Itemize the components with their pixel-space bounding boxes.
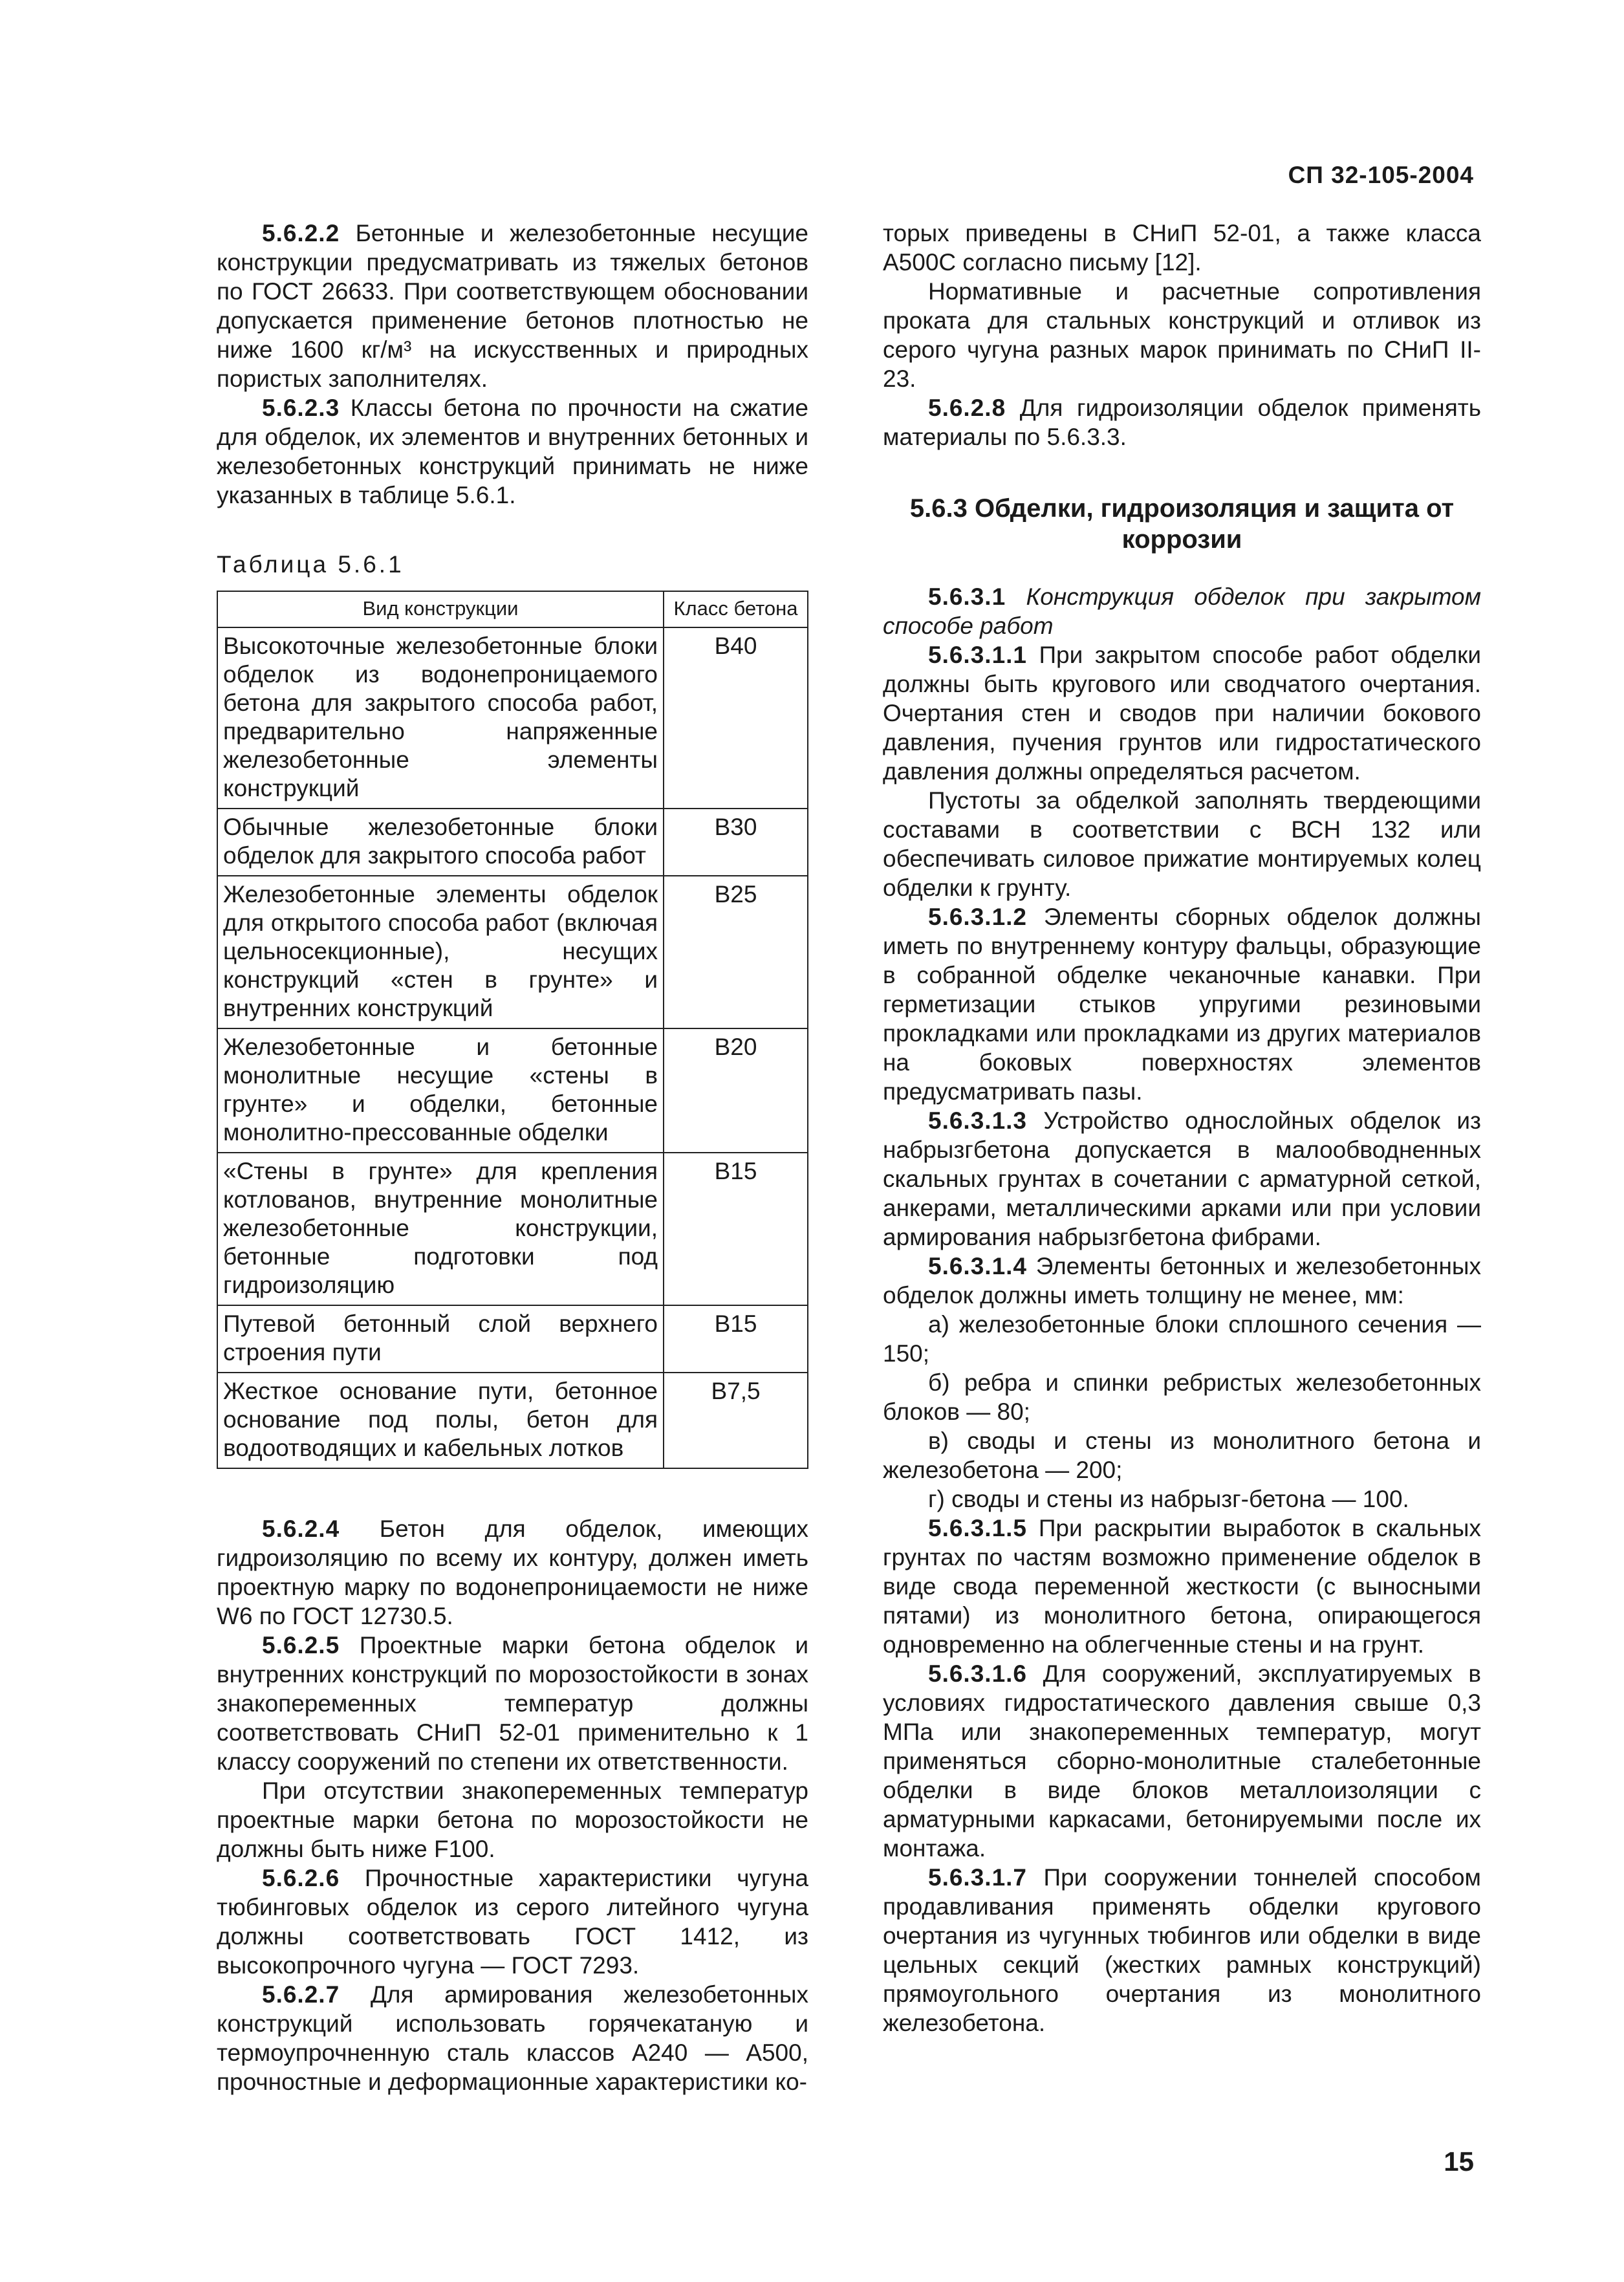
table-header-row (217, 591, 808, 627)
table-header-construction: Вид конструкции (217, 591, 664, 627)
paragraph-5-6-3-1-1: 5.6.3.1.1 При закрытом способе работ обделки должны быть кругового или сводчатого очертания. Очертания стен и сводов при наличии бокового давления, пучения грунтов или гидростатического давления должны определяться расчетом. (883, 642, 1481, 785)
paragraph-5-6-2-3: 5.6.2.3 Классы бетона по прочности на сжатие для обделок, их элементов и внутренних бетонных и железобетонных конструкций принимать не ниже указанных в таблице 5.6.1. (217, 395, 808, 508)
paragraph-5-6-2-7: 5.6.2.7 Для армирования железобетонных конструкций использовать горячекатаную и термоупрочненную сталь классов А240 — А500, прочностные и деформационные характеристики ко- (217, 1981, 808, 2095)
table-row (217, 1028, 808, 1153)
paragraph-5-6-2-8: 5.6.2.8 Для гидроизоляции обделок применять материалы по 5.6.3.3. (883, 395, 1481, 450)
paragraph-5-6-3-1-7: 5.6.3.1.7 При сооружении тоннелей способом продавливания применять обделки кругового очертания из чугунных тюбингов или обделки в виде цельных секций (жестких рамных конструкций) прямоугольного очертания из монолитного железобетона. (883, 1864, 1481, 2036)
table-caption: Таблица 5.6.1 (217, 551, 404, 578)
table-row (217, 809, 808, 876)
table-cell-construction: Железобетонные и бетонные монолитные несущие «стены в грунте» и обделки, бетонные монолитно-прессованные обделки (217, 1028, 664, 1153)
paragraph-5-6-2-2: 5.6.2.2 Бетонные и железобетонные несущие конструкции предусматривать из тяжелых бетонов по ГОСТ 26633. При соответствующем обосновании допускается применение бетонов плотностью не ниже 1600 кг/м³ на искусственных и природных пористых заполнителях. (217, 220, 808, 392)
spacer (217, 1469, 808, 1514)
table-row (217, 876, 808, 1028)
paragraph-continuation: торых приведены в СНиП 52-01, а также класса А500С согласно письму [12]. (883, 220, 1481, 276)
left-column (217, 219, 808, 2096)
table-cell-class: В25 (664, 876, 808, 1028)
document-code-header: СП 32-105-2004 (1288, 162, 1474, 188)
table-row (217, 1373, 808, 1468)
paragraph-5-6-3-1-4: 5.6.3.1.4 Элементы бетонных и железобетонных обделок должны иметь толщину не менее, мм: (883, 1253, 1481, 1309)
table-header-class: Класс бетона (664, 591, 808, 627)
paragraph-frost-resistance: При отсутствии знакопеременных температур проектные марки бетона по морозостойкости не должны быть ниже F100. (217, 1777, 808, 1862)
table-cell-construction: Высокоточные железобетонные блоки обделок из водонепроницаемого бетона для закрытого способа работ, предварительно напряженные железобетонные элементы конструкций (217, 627, 664, 809)
table-row (217, 1153, 808, 1305)
paragraph-voids: Пустоты за обделкой заполнять твердеющими составами в соответствии с ВСН 132 или обеспечивать силовое прижатие монтируемых колец обделки к грунту. (883, 787, 1481, 901)
paragraph-5-6-3-1-3: 5.6.3.1.3 Устройство однослойных обделок из набрызгбетона допускается в малообводненных скальных грунтах в сочетании с арматурной сеткой, анкерами, металлическими арками или при условии армирования набрызгбетона фибрами. (883, 1107, 1481, 1250)
list-item-d: г) своды и стены из набрызг-бетона — 100. (928, 1486, 1409, 1512)
paragraph-5-6-2-4: 5.6.2.4 Бетон для обделок, имеющих гидроизоляцию по всему их контуру, должен иметь проектную марку по водонепроницаемости не ниже W6 по ГОСТ 12730.5. (217, 1516, 808, 1629)
paragraph-5-6-2-5: 5.6.2.5 Проектные марки бетона обделок и внутренних конструкций по морозостойкости в зонах знакопеременных температур должны соответствовать СНиП 52-01 применительно к 1 классу сооружений по степени их ответственности. (217, 1632, 808, 1775)
table-cell-construction: «Стены в грунте» для крепления котлованов, внутренние монолитные железобетонные конструкции, бетонные подготовки под гидроизоляцию (217, 1153, 664, 1305)
section-title: 5.6.3 Обделки, гидроизоляция и защита от коррозии (909, 494, 1455, 554)
table-cell-class: В40 (664, 627, 808, 809)
table-cell-construction: Обычные железобетонные блоки обделок для закрытого способа работ (217, 809, 664, 876)
table-row (217, 627, 808, 809)
table-cell-class: В7,5 (664, 1373, 808, 1468)
paragraph-5-6-2-6: 5.6.2.6 Прочностные характеристики чугуна тюбинговых обделок из серого литейного чугуна должны соответствовать ГОСТ 1412, из высокопрочного чугуна — ГОСТ 7293. (217, 1865, 808, 1979)
table-cell-construction: Жесткое основание пути, бетонное основание под полы, бетон для водоотводящих и кабельных лотков (217, 1373, 664, 1468)
list-item-b: б) ребра и спинки ребристых железобетонных блоков — 80; (883, 1369, 1481, 1425)
table-row (217, 1305, 808, 1373)
table-cell-construction: Путевой бетонный слой верхнего строения пути (217, 1305, 664, 1373)
table-cell-class: В15 (664, 1305, 808, 1373)
paragraph-5-6-3-1-5: 5.6.3.1.5 При раскрытии выработок в скальных грунтах по частям возможно применение обделок в виде свода переменной жесткости (с выносными пятами) из монолитного бетона, опирающегося одновременно на облегченные стены и на грунт. (883, 1515, 1481, 1658)
paragraph-5-6-3-1-2: 5.6.3.1.2 Элементы сборных обделок должны иметь по внутреннему контуру фальцы, образующие в собранной обделке чеканочные канавки. При герметизации стыков упругими резиновыми прокладками или прокладками из других материалов на боковых поверхностях элементов предусматривать пазы. (883, 904, 1481, 1105)
table-cell-class: В20 (664, 1028, 808, 1153)
paragraph-5-6-3-1: 5.6.3.1 Конструкция обделок при закрытом способе работ (883, 583, 1481, 639)
table-cell-construction: Железобетонные элементы обделок для открытого способа работ (включая цельносекционные), несущих конструкций «стен в грунте» и внутренних конструкций (217, 876, 664, 1028)
paragraph-resistance: Нормативные и расчетные сопротивления проката для стальных конструкций и отливок из серого чугуна разных марок принимать по СНиП II-23. (883, 278, 1481, 392)
list-item-c: в) своды и стены из монолитного бетона и железобетона — 200; (883, 1428, 1481, 1483)
paragraph-5-6-3-1-6: 5.6.3.1.6 Для сооружений, эксплуатируемых в условиях гидростатического давления свыше 0,3 МПа или знакопеременных температур, могут применяться сборно-монолитные сталебетонные обделки в виде блоков металлоизоляции с арматурными каркасами, бетонируемыми после их монтажа. (883, 1660, 1481, 1862)
concrete-class-table (217, 591, 808, 1469)
table-cell-class: В15 (664, 1153, 808, 1305)
page-number: 15 (1444, 2146, 1474, 2177)
table-cell-class: В30 (664, 809, 808, 876)
list-item-a: а) железобетонные блоки сплошного сечения — 150; (883, 1311, 1481, 1367)
right-column (883, 219, 1481, 2038)
